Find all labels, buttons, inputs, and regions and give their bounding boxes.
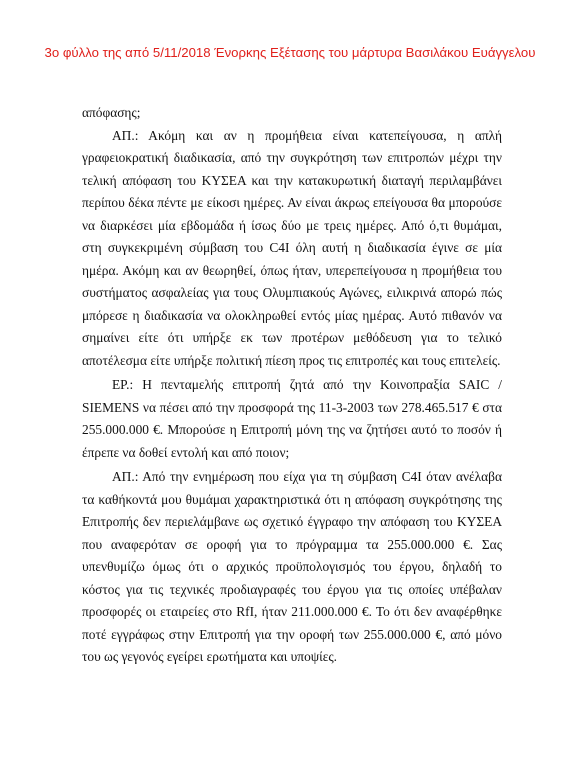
- paragraph-answer-2: ΑΠ.: Από την ενημέρωση που είχα για τη σύμβαση C4I όταν ανέλαβα τα καθήκοντά μου θυμάμαι χαρακτηριστικά ότι η απόφαση συγκρότησης της Επιτροπής δεν περιελάμβανε ως σχετικό έγγραφο την απόφαση του ΚΥΣΕΑ που αναφερόταν σε οροφή για το πρόγραμμα τα 255.000.000 €. Σας υπενθυμίζω όμως ότι ο αρχικός προϋπολογισμός του έργου, δηλαδή το κόστος για τις τεχνικές προδιαγραφές του έργου για τις οποίες υπέβαλαν προσφορές οι εταιρείες στο RfI, ήταν 211.000.000 €. Το ότι δεν αναφέρθηκε ποτέ εγγράφως στην Επιτροπή για την οροφή των 255.000.000 €, από μόνο του ως γεγονός εγείρει ερωτήματα και υποψίες.: [82, 469, 502, 664]
- document-header: 3ο φύλλο της από 5/11/2018 Ένορκης Εξέτασης του μάρτυρα Βασιλάκου Ευάγγελου: [44, 45, 536, 60]
- paragraph-answer-1: ΑΠ.: Ακόμη και αν η προμήθεια είναι κατεπείγουσα, η απλή γραφειοκρατική διαδικασία, από την συγκρότηση των επιτροπών μέχρι την τελική απόφαση του ΚΥΣΕΑ και την κατακυρωτική διαταγή περιλαμβάνει περίπου δέκα πέντε με είκοσι ημέρες. Αν είναι άκρως επείγουσα θα μπορούσε να διαρκέσει μία εβδομάδα ή ίσως δύο με τρεις ημέρες. Από ό,τι θυμάμαι, στη συγκεκριμένη σύμβαση του C4I όλη αυτή η διαδικασία έγινε σε μία ημέρα. Ακόμη και αν θεωρηθεί, όπως ήταν, υπερεπείγουσα η προμήθεια του συστήματος ασφαλείας για τους Ολυμπιακούς Αγώνες, ειλικρινά απορώ πώς μπόρεσε η διαδικασία να ολοκληρωθεί εντός μίας ημέρας. Αυτό πιθανόν να σημαίνει είτε ότι υπήρξε εκ των προτέρων μεθόδευση για το τελικό αποτέλεσμα είτε υπήρξε πολιτική πίεση προς τις επιτροπές και τους επιτελείς.: [82, 127, 502, 368]
- paragraph-continuation: απόφασης;: [82, 105, 141, 120]
- document-body: [82, 102, 502, 669]
- paragraph-question: ΕΡ.: Η πενταμελής επιτροπή ζητά από την Κοινοπραξία SAIC / SIEMENS να πέσει από την προσφορά της 11-3-2003 των 278.465.517 € στα 255.000.000 €. Μπορούσε η Επιτροπή μόνη της να ζητήσει αυτό το ποσόν ή έπρεπε να δοθεί εντολή και από ποιον;: [82, 377, 502, 460]
